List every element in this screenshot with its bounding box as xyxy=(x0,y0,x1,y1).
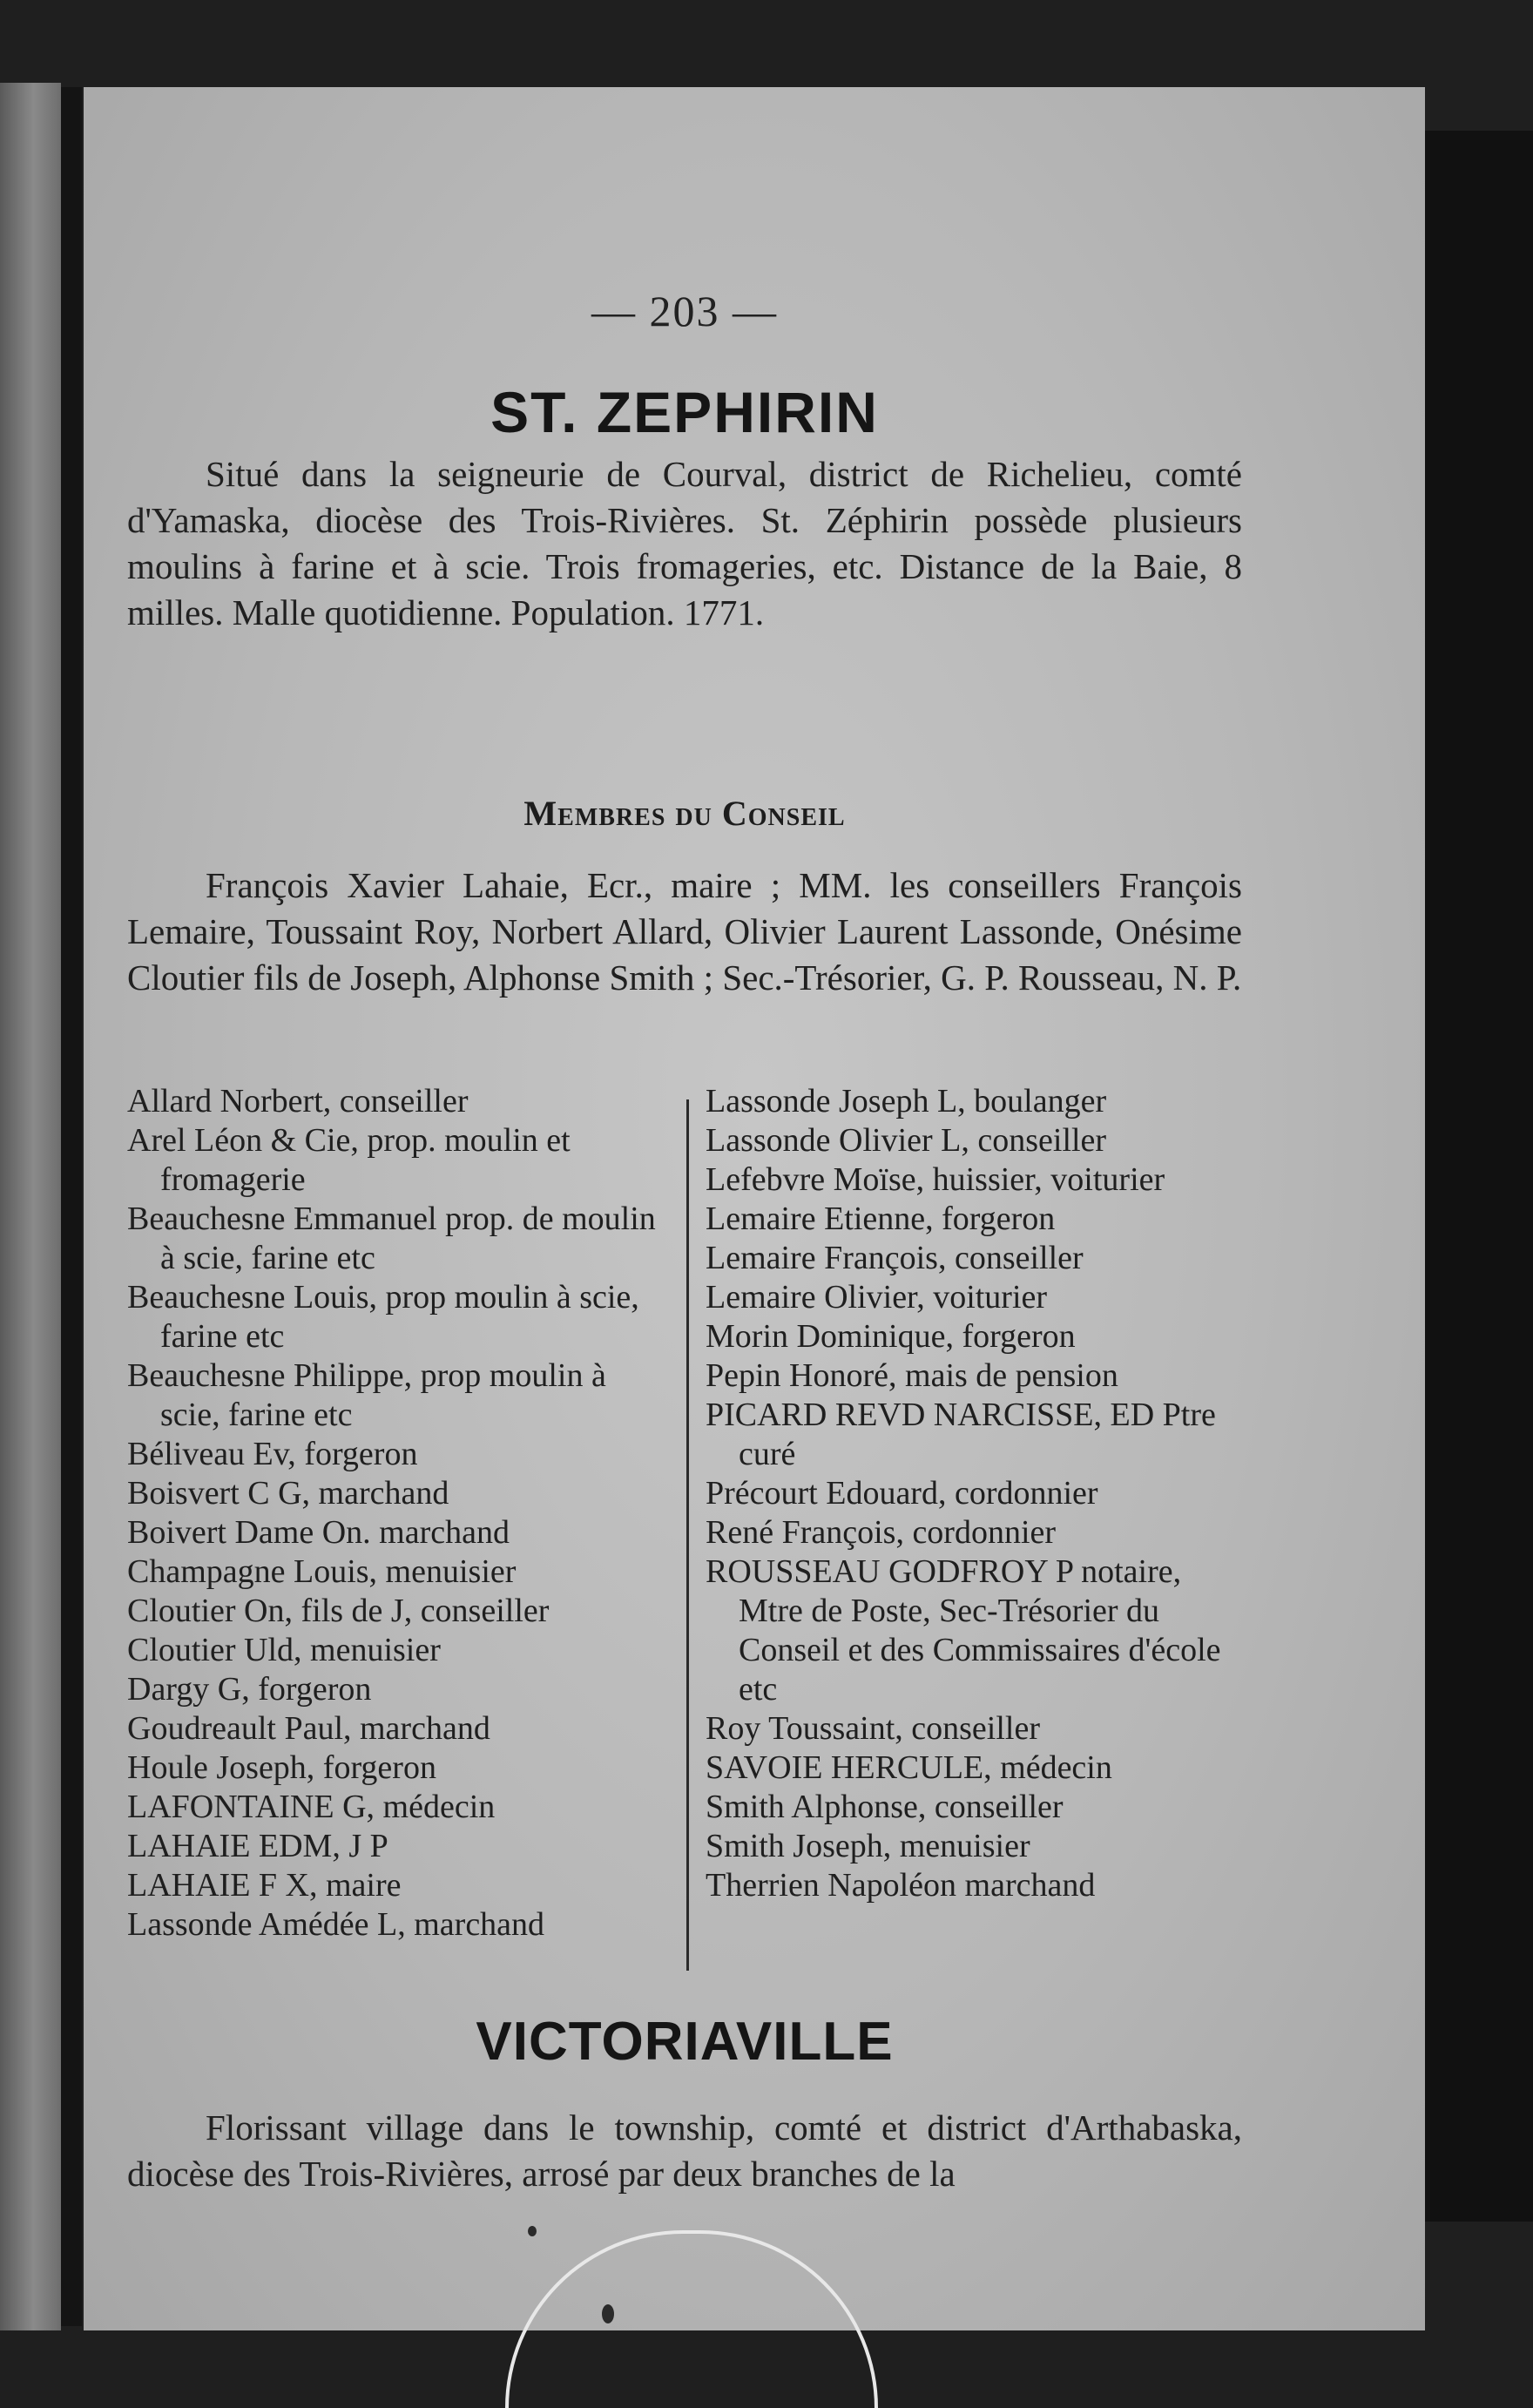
directory-entry: Smith Alphonse, conseiller xyxy=(706,1789,1064,1825)
page-number: — 203 — xyxy=(591,287,778,335)
directory-entry: Cloutier Uld, menuisier xyxy=(127,1632,441,1668)
directory-entry: Lassonde Olivier L, conseiller xyxy=(706,1122,1107,1159)
directory-entry: Champagne Louis, menuisier xyxy=(127,1553,517,1590)
book-page xyxy=(84,87,1425,2330)
column-divider xyxy=(686,1099,689,1971)
directory-entry: Therrien Napoléon marchand xyxy=(706,1867,1096,1904)
directory-columns xyxy=(127,1082,1242,1971)
book-spine xyxy=(61,87,82,2326)
directory-entry: LAHAIE F X, maire xyxy=(127,1867,402,1904)
intro-text: Situé dans la seigneurie de Courval, district de Richelieu, comté d'Yamaska, diocèse des Trois-Rivières. St. Zéphirin possède plusieurs moulins à farine et à scie. Trois fromageries, etc. Distance de la Baie, 8 milles. Malle quotidienne. Population. 1771. xyxy=(127,454,1242,632)
directory-entry: Béliveau Ev, forgeron xyxy=(127,1436,418,1472)
closing-paragraph xyxy=(127,2105,1242,2197)
directory-entry: Goudreault Paul, marchand xyxy=(127,1710,490,1747)
directory-entry: ROUSSEAU GODFROY P notaire, Mtre de Poste, Sec-Trésorier du Conseil et des Commissaires d'école etc xyxy=(706,1553,1221,1708)
directory-entry: LAFONTAINE G, médecin xyxy=(127,1789,496,1825)
directory-entry: Lemaire François, conseiller xyxy=(706,1240,1084,1276)
directory-entry: Roy Toussaint, conseiller xyxy=(706,1710,1040,1747)
directory-left-column xyxy=(127,1082,667,1945)
directory-entry: René François, cordonnier xyxy=(706,1514,1057,1551)
directory-entry: LAHAIE EDM, J P xyxy=(127,1828,388,1864)
closing-text: Florissant village dans le township, comté et district d'Arthabaska, diocèse des Trois-Rivières, arrosé par deux branches de la xyxy=(127,2107,1242,2194)
directory-entry: Beauchesne Philippe, prop moulin à scie, farine etc xyxy=(127,1357,606,1433)
council-paragraph xyxy=(127,862,1242,1001)
council-heading: Membres du Conseil xyxy=(523,794,846,833)
directory-entry: Cloutier On, fils de J, conseiller xyxy=(127,1593,550,1629)
directory-entry: Lassonde Amédée L, marchand xyxy=(127,1906,545,1943)
directory-entry: Lefebvre Moïse, huissier, voiturier xyxy=(706,1161,1165,1198)
directory-entry: Dargy G, forgeron xyxy=(127,1671,372,1708)
council-text: François Xavier Lahaie, Ecr., maire ; MM. les conseillers François Lemaire, Toussaint Roy, Norbert Allard, Olivier Laurent Lassonde, Onésime Cloutier fils de Joseph, Alphonse Smith ; Sec.-Trésorier, G. P. Rousseau, N. P. xyxy=(127,865,1242,998)
directory-entry: PICARD REVD NARCISSE, ED Ptre curé xyxy=(706,1397,1216,1472)
directory-entry: SAVOIE HERCULE, médecin xyxy=(706,1749,1112,1786)
directory-entry: Pepin Honoré, mais de pension xyxy=(706,1357,1118,1394)
ink-speck xyxy=(528,2226,537,2236)
directory-entry: Beauchesne Louis, prop moulin à scie, farine etc xyxy=(127,1279,639,1355)
directory-right-column xyxy=(706,1082,1246,1905)
section-title-victoriaville: VICTORIAVILLE xyxy=(476,2012,894,2072)
directory-entry: Allard Norbert, conseiller xyxy=(127,1083,469,1119)
directory-entry: Arel Léon & Cie, prop. moulin et fromagerie xyxy=(127,1122,571,1198)
directory-entry: Boisvert C G, marchand xyxy=(127,1475,449,1512)
page-shadow xyxy=(1425,131,1533,2222)
directory-entry: Lemaire Etienne, forgeron xyxy=(706,1201,1056,1237)
directory-entry: Smith Joseph, menuisier xyxy=(706,1828,1030,1864)
directory-entry: Boivert Dame On. marchand xyxy=(127,1514,510,1551)
directory-entry: Précourt Edouard, cordonnier xyxy=(706,1475,1098,1512)
intro-paragraph xyxy=(127,451,1242,636)
directory-entry: Houle Joseph, forgeron xyxy=(127,1749,436,1786)
directory-entry: Morin Dominique, forgeron xyxy=(706,1318,1076,1355)
directory-entry: Beauchesne Emmanuel prop. de moulin à scie, farine etc xyxy=(127,1201,656,1276)
adjacent-page-edge xyxy=(0,83,61,2330)
directory-entry: Lemaire Olivier, voiturier xyxy=(706,1279,1048,1316)
directory-entry: Lassonde Joseph L, boulanger xyxy=(706,1083,1107,1119)
section-title-st-zephirin: ST. ZEPHIRIN xyxy=(490,380,879,444)
